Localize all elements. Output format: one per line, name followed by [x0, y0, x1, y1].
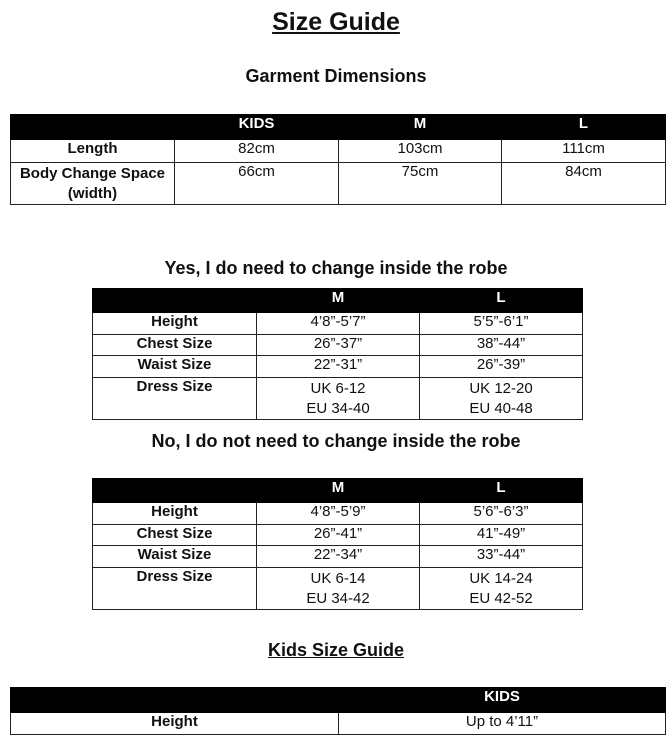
- row-label: Height: [11, 713, 339, 735]
- change-yes-table: [92, 288, 583, 420]
- table-cell: 75cm: [339, 163, 502, 205]
- col-header-m: M: [257, 479, 420, 503]
- col-header-l: L: [502, 115, 666, 140]
- table-cell: 38”-44”: [420, 335, 583, 356]
- change-no-heading: No, I do not need to change inside the robe: [151, 431, 521, 451]
- cell-line1: UK 14-24: [469, 570, 533, 587]
- table-cell: 82cm: [175, 140, 339, 163]
- garment-heading: Garment Dimensions: [245, 66, 427, 86]
- table-cell: 84cm: [502, 163, 666, 205]
- table-row: [93, 503, 583, 525]
- table-cell: 26”-37”: [257, 335, 420, 356]
- table-cell: 26”-41”: [257, 525, 420, 546]
- row-label: Dress Size: [93, 378, 257, 420]
- col-header-blank: [11, 688, 339, 713]
- garment-header-row: [11, 115, 666, 140]
- table-cell: 111cm: [502, 140, 666, 163]
- col-header-m: M: [257, 289, 420, 313]
- table-row: [93, 335, 583, 356]
- cell-line2: EU 34-42: [306, 590, 370, 607]
- table-row: [11, 140, 666, 163]
- table-row: [11, 163, 666, 205]
- table-cell: 41”-49”: [420, 525, 583, 546]
- table-row: [93, 313, 583, 335]
- change-no-header-row: [93, 479, 583, 503]
- cell-line1: UK 6-12: [310, 380, 366, 397]
- table-cell: [257, 568, 420, 610]
- table-cell: [257, 378, 420, 420]
- table-cell: 66cm: [175, 163, 339, 205]
- change-yes-header-row: [93, 289, 583, 313]
- table-row: [93, 356, 583, 378]
- row-label: [11, 163, 175, 205]
- cell-line1: UK 12-20: [469, 380, 533, 397]
- row-label: Waist Size: [93, 356, 257, 378]
- row-label: Dress Size: [93, 568, 257, 610]
- row-label: Length: [11, 140, 175, 163]
- table-row: [93, 525, 583, 546]
- col-header-blank: [93, 479, 257, 503]
- table-cell: 4’8”-5’7”: [257, 313, 420, 335]
- col-header-l: L: [420, 479, 583, 503]
- change-no-table: [92, 478, 583, 610]
- col-header-m: M: [339, 115, 502, 140]
- col-header-blank: [93, 289, 257, 313]
- kids-heading: Kids Size Guide: [267, 640, 405, 660]
- cell-line1: UK 6-14: [310, 570, 366, 587]
- row-label-line1: Body Change Space: [19, 165, 166, 182]
- row-label: Height: [93, 503, 257, 525]
- table-row: [93, 568, 583, 610]
- col-header-l: L: [420, 289, 583, 313]
- kids-table: [10, 687, 666, 735]
- kids-header-row: [11, 688, 666, 713]
- table-cell: 103cm: [339, 140, 502, 163]
- table-cell: 22”-31”: [257, 356, 420, 378]
- table-cell: Up to 4’11”: [339, 713, 666, 735]
- table-cell: 22”-34”: [257, 546, 420, 568]
- table-cell: 5’6”-6’3”: [420, 503, 583, 525]
- row-label: Waist Size: [93, 546, 257, 568]
- row-label-line2: (width): [67, 185, 118, 202]
- row-label: Chest Size: [93, 335, 257, 356]
- cell-line2: EU 40-48: [469, 400, 533, 417]
- table-row: [93, 546, 583, 568]
- table-cell: 5’5”-6’1”: [420, 313, 583, 335]
- row-label: Chest Size: [93, 525, 257, 546]
- col-header-kids: KIDS: [175, 115, 339, 140]
- garment-table: [10, 114, 666, 205]
- table-cell: [420, 568, 583, 610]
- table-row: [93, 378, 583, 420]
- table-row: [11, 713, 666, 735]
- col-header-blank: [11, 115, 175, 140]
- table-cell: 4’8”-5’9”: [257, 503, 420, 525]
- table-cell: [420, 378, 583, 420]
- cell-line2: EU 42-52: [469, 590, 533, 607]
- table-cell: 26”-39”: [420, 356, 583, 378]
- table-cell: 33”-44”: [420, 546, 583, 568]
- row-label: Height: [93, 313, 257, 335]
- col-header-kids: KIDS: [339, 688, 666, 713]
- cell-line2: EU 34-40: [306, 400, 370, 417]
- page-title: Size Guide: [272, 8, 400, 36]
- change-yes-heading: Yes, I do need to change inside the robe: [164, 258, 508, 278]
